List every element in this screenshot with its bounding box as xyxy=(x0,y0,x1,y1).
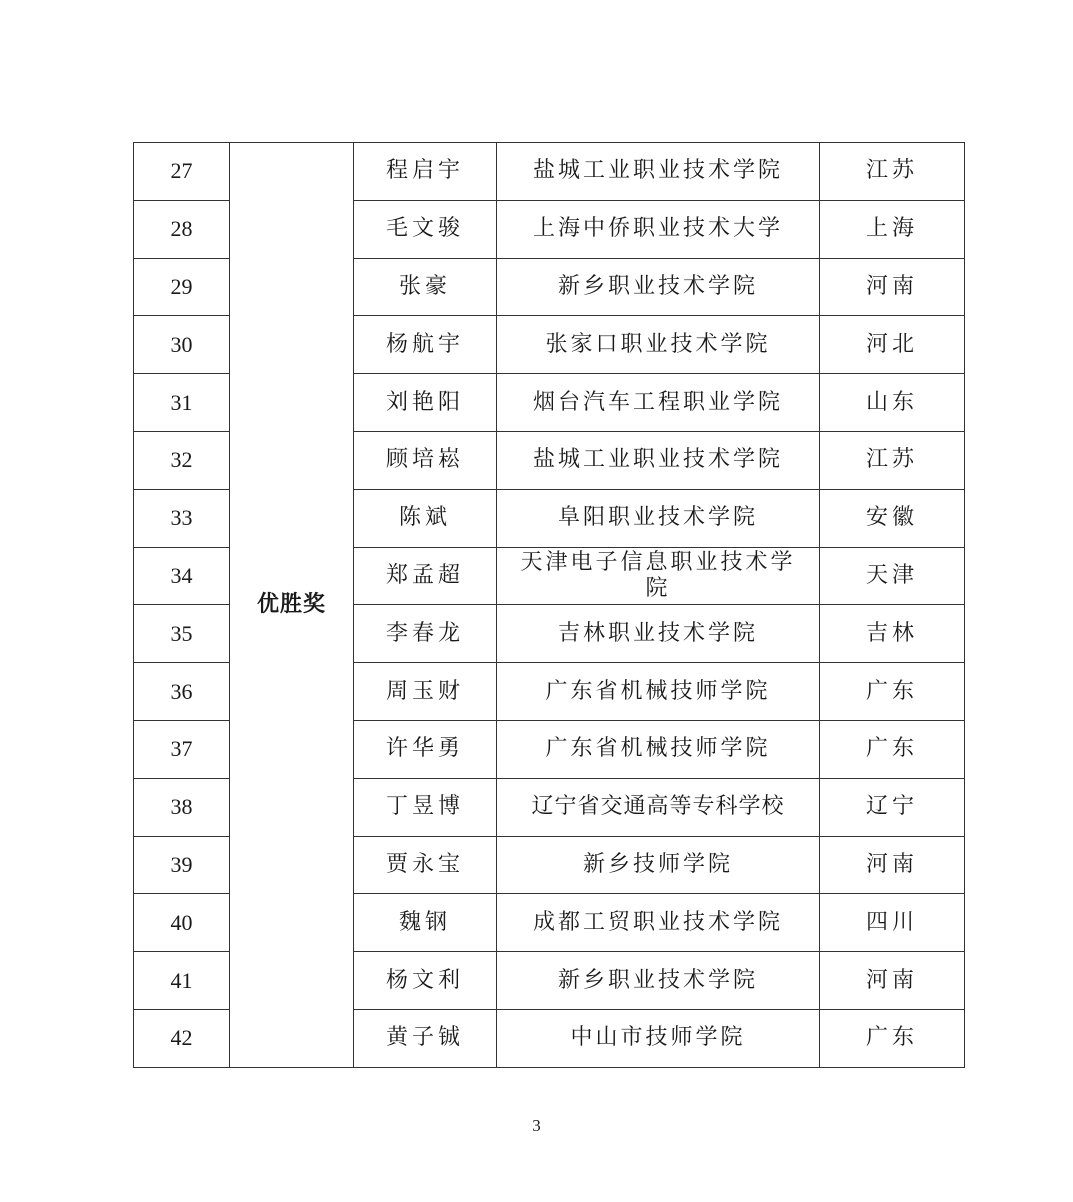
winner-name: 魏钢 xyxy=(354,894,497,952)
winner-name: 陈斌 xyxy=(354,489,497,547)
province: 江苏 xyxy=(820,143,965,201)
row-number: 33 xyxy=(134,489,230,547)
school-name: 成都工贸职业技术学院 xyxy=(497,894,820,952)
province: 上海 xyxy=(820,200,965,258)
row-number: 37 xyxy=(134,720,230,778)
province: 广东 xyxy=(820,1009,965,1067)
winner-name: 顾培崧 xyxy=(354,431,497,489)
award-table xyxy=(133,142,965,1068)
winner-name: 毛文骏 xyxy=(354,200,497,258)
winner-name: 黄子铖 xyxy=(354,1009,497,1067)
school-name: 烟台汽车工程职业学院 xyxy=(497,374,820,432)
school-name: 中山市技师学院 xyxy=(497,1009,820,1067)
winner-name: 丁昱博 xyxy=(354,778,497,836)
school-name: 上海中侨职业技术大学 xyxy=(497,200,820,258)
school-name: 阜阳职业技术学院 xyxy=(497,489,820,547)
province: 安徽 xyxy=(820,489,965,547)
province: 河南 xyxy=(820,836,965,894)
province: 广东 xyxy=(820,720,965,778)
row-number: 40 xyxy=(134,894,230,952)
winner-name: 郑孟超 xyxy=(354,547,497,605)
winner-name: 周玉财 xyxy=(354,663,497,721)
row-number: 38 xyxy=(134,778,230,836)
winner-name: 贾永宝 xyxy=(354,836,497,894)
school-name: 天津电子信息职业技术学院 xyxy=(497,547,820,605)
winner-name: 张豪 xyxy=(354,258,497,316)
row-number: 39 xyxy=(134,836,230,894)
school-name: 广东省机械技师学院 xyxy=(497,663,820,721)
row-number: 36 xyxy=(134,663,230,721)
school-name: 新乡职业技术学院 xyxy=(497,952,820,1010)
school-name: 广东省机械技师学院 xyxy=(497,720,820,778)
row-number: 35 xyxy=(134,605,230,663)
award-table-body xyxy=(134,143,965,1068)
row-number: 34 xyxy=(134,547,230,605)
province: 广东 xyxy=(820,663,965,721)
winner-name: 刘艳阳 xyxy=(354,374,497,432)
school-name: 新乡技师学院 xyxy=(497,836,820,894)
school-name: 辽宁省交通高等专科学校 xyxy=(497,778,820,836)
school-name: 盐城工业职业技术学院 xyxy=(497,143,820,201)
school-name: 盐城工业职业技术学院 xyxy=(497,431,820,489)
winner-name: 杨文利 xyxy=(354,952,497,1010)
row-number: 32 xyxy=(134,431,230,489)
row-number: 29 xyxy=(134,258,230,316)
row-number: 28 xyxy=(134,200,230,258)
row-number: 31 xyxy=(134,374,230,432)
row-number: 41 xyxy=(134,952,230,1010)
row-number: 30 xyxy=(134,316,230,374)
page-number: 3 xyxy=(532,1116,541,1135)
winner-name: 杨航宇 xyxy=(354,316,497,374)
school-name: 张家口职业技术学院 xyxy=(497,316,820,374)
school-name: 新乡职业技术学院 xyxy=(497,258,820,316)
province: 辽宁 xyxy=(820,778,965,836)
province: 河南 xyxy=(820,952,965,1010)
province: 江苏 xyxy=(820,431,965,489)
province: 天津 xyxy=(820,547,965,605)
province: 山东 xyxy=(820,374,965,432)
table-row xyxy=(134,143,965,201)
row-number: 27 xyxy=(134,143,230,201)
row-number: 42 xyxy=(134,1009,230,1067)
winner-name: 许华勇 xyxy=(354,720,497,778)
winner-name: 李春龙 xyxy=(354,605,497,663)
award-level: 优胜奖 xyxy=(230,143,354,1068)
province: 吉林 xyxy=(820,605,965,663)
school-name: 吉林职业技术学院 xyxy=(497,605,820,663)
province: 河北 xyxy=(820,316,965,374)
winner-name: 程启宇 xyxy=(354,143,497,201)
province: 河南 xyxy=(820,258,965,316)
province: 四川 xyxy=(820,894,965,952)
